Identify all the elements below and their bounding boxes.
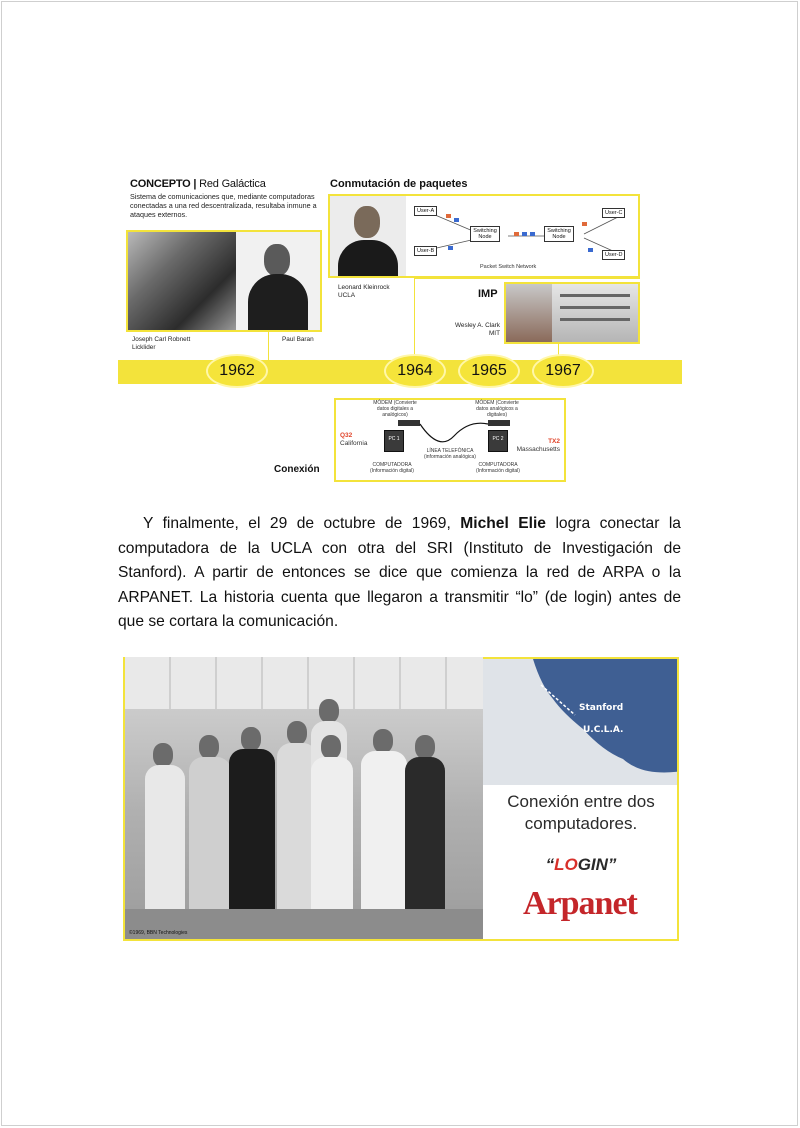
paragraph-rest: logra conectar la computadora de la UCLA con otra del SRI (Instituto de Investigación de Stanford). A partir de entonces se dice que comienza la red de ARPA o la ARPANET. La historia cuenta que llegaron a transmitir “lo” (de login) antes de que se cortara la comunicación.	[118, 515, 681, 630]
login-panel	[483, 785, 679, 941]
packet	[446, 214, 451, 218]
pc2-icon	[488, 430, 508, 452]
node-switch-2: Switching Node	[544, 226, 574, 242]
year-1962: 1962	[206, 354, 268, 388]
connector-line	[268, 332, 269, 360]
kleinrock-caption: Leonard Kleinrock UCLA	[338, 284, 390, 299]
arpanet-timeline-figure	[118, 168, 682, 484]
computer-right-caption: COMPUTADORA (Información digital)	[476, 462, 520, 474]
map-label-stanford: Stanford	[579, 703, 624, 713]
map-label-ucla: U.C.L.A.	[583, 725, 624, 735]
body-paragraph	[118, 512, 681, 635]
baran-photo	[236, 232, 320, 330]
location-right	[514, 438, 560, 454]
phone-line-caption: LÍNEA TELEFÓNICA (información analógica)	[424, 448, 476, 460]
imp-machine-photo	[552, 284, 638, 342]
year-1965: 1965	[458, 354, 520, 388]
login-rest: GIN”	[577, 855, 617, 874]
q32-code: Q32	[340, 432, 353, 439]
paragraph-intro: Y finalmente, el 29 de octubre de 1969,	[143, 515, 451, 532]
concept-subtitle: Red Galáctica	[199, 178, 266, 190]
modem-right-caption: MÓDEM (Convierte datos analógicos a digitales)	[475, 400, 519, 418]
year-1967: 1967	[532, 354, 594, 388]
packet	[454, 218, 459, 222]
arpanet-team-figure	[123, 657, 679, 941]
clark-photo	[506, 284, 552, 342]
year-1964: 1964	[384, 354, 446, 388]
pc1-label: PC 1	[388, 436, 400, 442]
connector-line	[414, 278, 640, 279]
imp-label: IMP	[478, 288, 498, 300]
paragraph-name-highlight: Michel Elie	[460, 515, 546, 532]
login-quote: “	[545, 855, 555, 874]
login-lo: LO	[554, 855, 578, 874]
packet	[530, 232, 535, 236]
packet-switching-title: Conmutación de paquetes	[330, 178, 468, 190]
tx2-code: TX2	[548, 438, 560, 445]
arpanet-logo: Arpanet	[523, 885, 637, 922]
clark-caption: Wesley A. Clark MIT	[455, 322, 500, 337]
california-map	[483, 657, 679, 785]
licklider-caption: Joseph Carl Robnett Licklider	[132, 336, 191, 351]
california-label: California	[340, 440, 368, 447]
connector-line	[414, 278, 415, 360]
packet	[514, 232, 519, 236]
kleinrock-photo	[330, 196, 406, 276]
node-switch-1: Switching Node	[470, 226, 500, 242]
concept-description: Sistema de comunicaciones que, mediante computadoras conectadas a una red descentralizada, resultaba inmune a ataques externos.	[130, 192, 317, 219]
packet	[582, 222, 587, 226]
packet-network-caption: Packet Switch Network	[480, 264, 537, 270]
packet	[588, 248, 593, 252]
pc2-label: PC 2	[492, 436, 504, 442]
licklider-photo	[128, 232, 236, 330]
computer-left-caption: COMPUTADORA (Información digital)	[370, 462, 414, 474]
packet	[522, 232, 527, 236]
login-caption	[483, 855, 679, 875]
connection-caption: Conexión entre dos computadores.	[507, 792, 655, 833]
location-left	[340, 432, 367, 448]
massachusetts-label: Massachusetts	[516, 446, 560, 453]
concept-title	[130, 178, 266, 190]
map-shape	[523, 659, 679, 779]
modem-left-caption: MÓDEM (Convierte datos digitales a analógicos)	[373, 400, 417, 418]
node-user-d: User-D	[602, 250, 625, 260]
baran-caption: Paul Baran	[282, 336, 314, 343]
photo-copyright: ©1969, BBN Technologies	[129, 930, 188, 936]
pc1-icon	[384, 430, 404, 452]
node-user-a: User-A	[414, 206, 437, 216]
concept-heading: CONCEPTO |	[130, 178, 197, 190]
packet	[448, 246, 453, 250]
team-photo	[123, 657, 483, 941]
connection-label: Conexión	[274, 464, 320, 475]
node-user-b: User-B	[414, 246, 437, 256]
node-user-c: User-C	[602, 208, 625, 218]
